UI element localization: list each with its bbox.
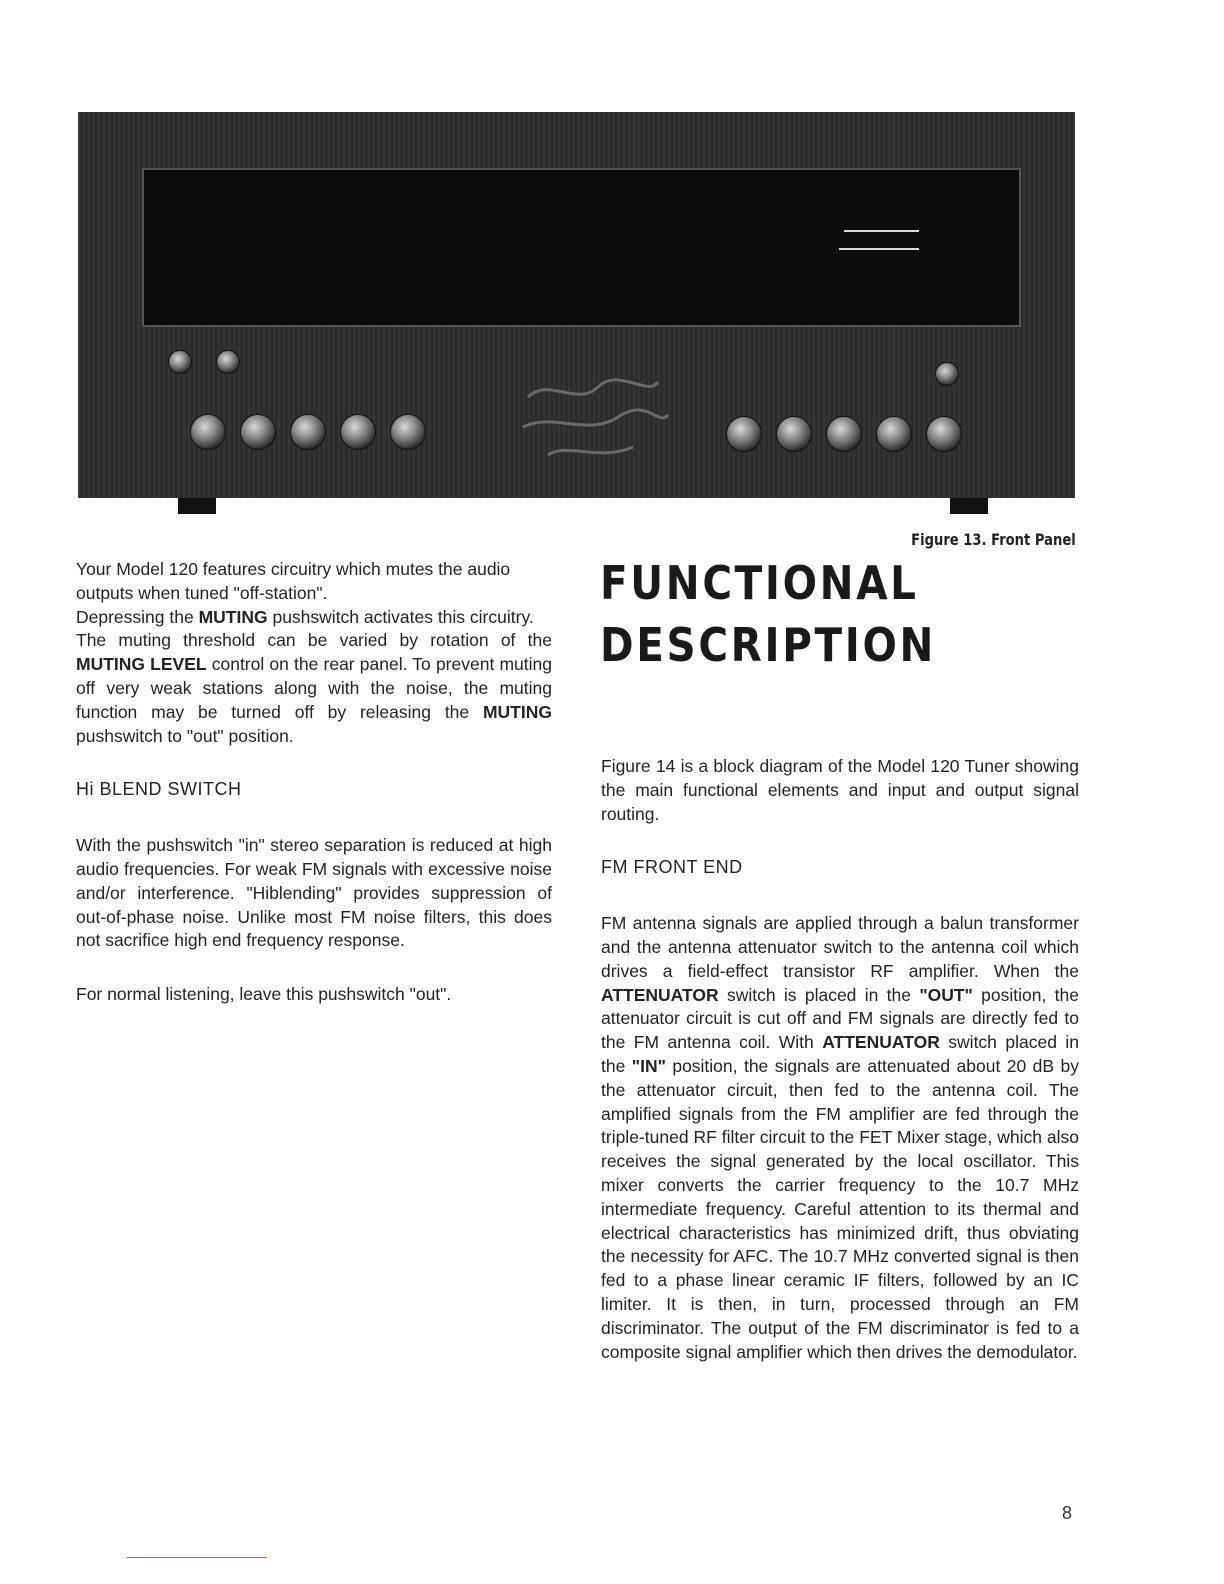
heading-line-2: DESCRIPTION [600,618,937,672]
knob [240,414,276,450]
front-panel-photo [78,112,1075,498]
left-column [76,558,552,1007]
knob [190,414,226,450]
knob [926,416,962,452]
panel-foot [178,498,216,514]
knob [290,414,326,450]
dial-pointer [844,230,919,232]
muting-level-paragraph: The muting threshold can be varied by rotation of the MUTING LEVEL control on the rear panel. To prevent muting off very weak stations along with the noise, the muting function may be turned off by releasing the MUTING pushswitch to "out" position. [76,630,552,746]
figure-caption-label: Figure 13. [911,530,987,549]
heading-line-1: FUNCTIONAL [600,556,919,610]
knob [935,362,959,386]
knob [216,350,240,374]
knob [168,350,192,374]
knob [390,414,426,450]
footer-rule [127,1557,267,1558]
fm-front-end-heading: FM FRONT END [601,857,743,878]
tuning-dial-window [142,168,1021,327]
page-number: 8 [1062,1503,1073,1523]
normal-listening-paragraph: For normal listening, leave this pushswitch "out". [76,984,452,1005]
muting-paragraph: Your Model 120 features circuitry which mutes the audio outputs when tuned "off-station". Depressing the MUTING pushswitch activates this circuitry. [76,559,534,627]
knob [826,416,862,452]
figure-caption-title: Front Panel [991,530,1076,549]
knob [876,416,912,452]
right-column [601,755,1079,1364]
dial-pointer [839,248,919,250]
hiblend-heading: Hi BLEND SWITCH [76,779,242,800]
figure-caption [911,530,1076,549]
knob [340,414,376,450]
intro-paragraph: Figure 14 is a block diagram of the Model 120 Tuner showing the main functional elements and input and output signal routing. [601,756,1079,824]
section-heading [600,552,936,676]
knob [776,416,812,452]
fm-front-end-paragraph: FM antenna signals are applied through a balun transformer and the antenna attenuator switch to the antenna coil which drives a field-effect transistor RF amplifier. When the ATTENUATOR switch is placed in the "OUT" position, the attenuator circuit is cut off and FM signals are directly fed to the FM antenna coil. With ATTENUATOR switch placed in the "IN" position, the signals are attenuated about 20 dB by the attenuator circuit, then fed to the antenna coil. The amplified signals from the FM amplifier are fed through the triple-tuned RF filter circuit to the FET Mixer stage, which also receives the signal generated by the local oscillator. This mixer converts the carrier frequency to the 10.7 MHz intermediate frequency. Careful attention to its thermal and electrical characteristics has minimized drift, thus obviating the necessity for AFC. The 10.7 MHz converted signal is then fed to a phase linear ceramic IF filters, followed by an IC limiter. It is then, in turn, processed through an FM discriminator. The output of the FM discriminator is fed to a composite signal amplifier which then drives the demodulator. [601,913,1079,1362]
brand-logo-script [508,367,678,467]
knob [726,416,762,452]
hiblend-paragraph: With the pushswitch "in" stereo separation is reduced at high audio frequencies. For weak FM signals with excessive noise and/or interference. "Hiblending" provides suppression of out-of-phase noise. Unlike most FM noise filters, this does not sacrifice high end frequency response. [76,835,552,951]
panel-foot [950,498,988,514]
